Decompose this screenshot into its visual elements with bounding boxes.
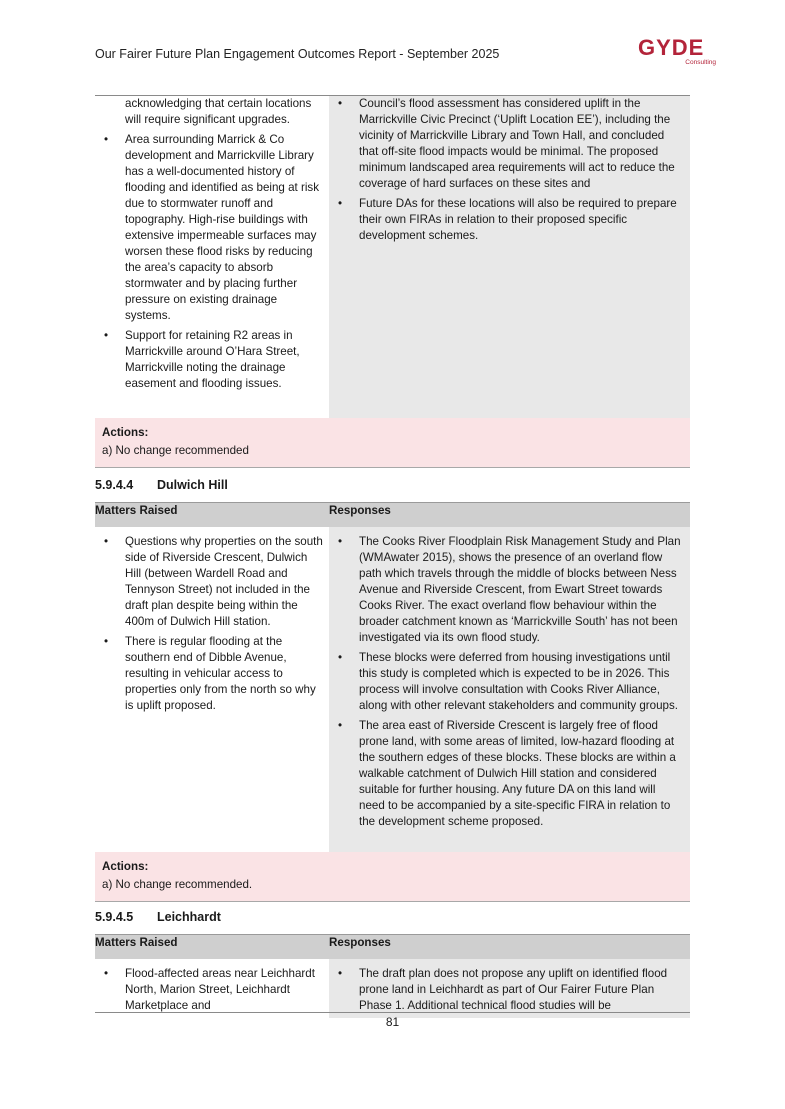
list-item: • The draft plan does not propose any uplift on identified flood prone land in Leichhardt as part of Our Fairer Future Plan Phase 1. Additional technical flood studies will be (329, 966, 690, 1014)
list-item: • Support for retaining R2 areas in Marrickville around O’Hara Street, Marrickville noting the drainage easement and flooding issues. (95, 328, 329, 392)
logo-subtitle: Consulting (685, 59, 716, 66)
actions-text: a) No change recommended. (102, 878, 253, 891)
matters-cell (95, 96, 329, 418)
actions-text: a) No change recommended (102, 444, 249, 457)
logo-wordmark: GYDE (638, 35, 705, 60)
matters-cell (95, 527, 329, 852)
dulwich-table (95, 502, 690, 902)
list-item: • The Cooks River Floodplain Risk Management Study and Plan (WMAwater 2015), shows the presence of an overland flow path which travels through the middle of blocks between Ness Avenue and Riverside Crescent, from Ewart Street towards Cooks River. The exact overland flow behaviour within the broader catchment known as ‘Marrickville South’ has not been investigated via its own flood study. (329, 534, 690, 646)
col-header-matters: Matters Raised (95, 935, 329, 960)
page-number: 81 (385, 1015, 400, 1029)
actions-box (95, 852, 690, 902)
list-item: • Flood-affected areas near Leichhardt North, Marion Street, Leichhardt Marketplace and (95, 966, 329, 1014)
continuation-table (95, 96, 690, 468)
report-title: Our Fairer Future Plan Engagement Outcomes Report - September 2025 (95, 47, 500, 61)
list-item: • Area surrounding Marrick & Co development and Marrickville Library has a well-documented history of flooding and identified as being at risk due to stormwater runoff and topography. High-rise buildings with extensive impermeable surfaces may worsen these flood risks by reducing the area’s capacity to absorb stormwater and by placing further pressure on existing drainage systems. (95, 132, 329, 324)
list-item: • Questions why properties on the south side of Riverside Crescent, Dulwich Hill (between Wardell Road and Tennyson Street) not included in the draft plan despite being within the 400m of Dulwich Hill station. (95, 534, 329, 630)
actions-box (95, 418, 690, 468)
section-heading-dulwich (95, 478, 228, 492)
responses-cell (329, 959, 690, 1018)
section-number: 5.9.4.4 (95, 478, 134, 492)
list-item: acknowledging that certain locations will require significant upgrades. (125, 97, 312, 126)
section-title: Leichhardt (157, 910, 221, 924)
responses-cell (329, 96, 690, 418)
responses-cell (329, 527, 690, 852)
leichhardt-table (95, 934, 690, 1018)
list-item: • Council’s flood assessment has considered uplift in the Marrickville Civic Precinct (‘Uplift Location EE’), including the vicinity of Marrickville Library and Town Hall, and concluded that off-site flood impacts would be minimal. The proposed minimum landscaped area requirements will act to reduce the coverage of hard surfaces on these sites and (329, 96, 690, 192)
list-item: • These blocks were deferred from housing investigations until this study is completed which is expected to be in 2026. This process will involve consultation with Cooks River Alliance, along with other relevant stakeholders and community groups. (329, 650, 690, 714)
col-header-responses: Responses (329, 503, 690, 528)
actions-label: Actions: (102, 860, 149, 873)
col-header-responses: Responses (329, 935, 690, 960)
actions-label: Actions: (102, 426, 149, 439)
section-number: 5.9.4.5 (95, 910, 134, 924)
list-item: • There is regular flooding at the southern end of Dibble Avenue, resulting in vehicular access to properties only from the north so why is uplift proposed. (95, 634, 329, 714)
section-title: Dulwich Hill (157, 478, 228, 492)
gyde-logo (638, 37, 728, 69)
list-item: • The area east of Riverside Crescent is largely free of flood prone land, with some areas of limited, low-hazard flooding at the southern edges of these blocks. These blocks are within a walkable catchment of Dulwich Hill station and considered suitable for further housing. Any future DA on this land will need to be accompanied by a site-specific FIRA in relation to the development scheme proposed. (329, 718, 690, 830)
matters-cell (95, 959, 329, 1018)
list-item: • Future DAs for these locations will also be required to prepare their own FIRAs in relation to their proposed specific development schemes. (329, 196, 690, 244)
section-heading-leichhardt (95, 910, 221, 924)
col-header-matters: Matters Raised (95, 503, 329, 528)
table-bottom-rule (95, 1012, 690, 1013)
